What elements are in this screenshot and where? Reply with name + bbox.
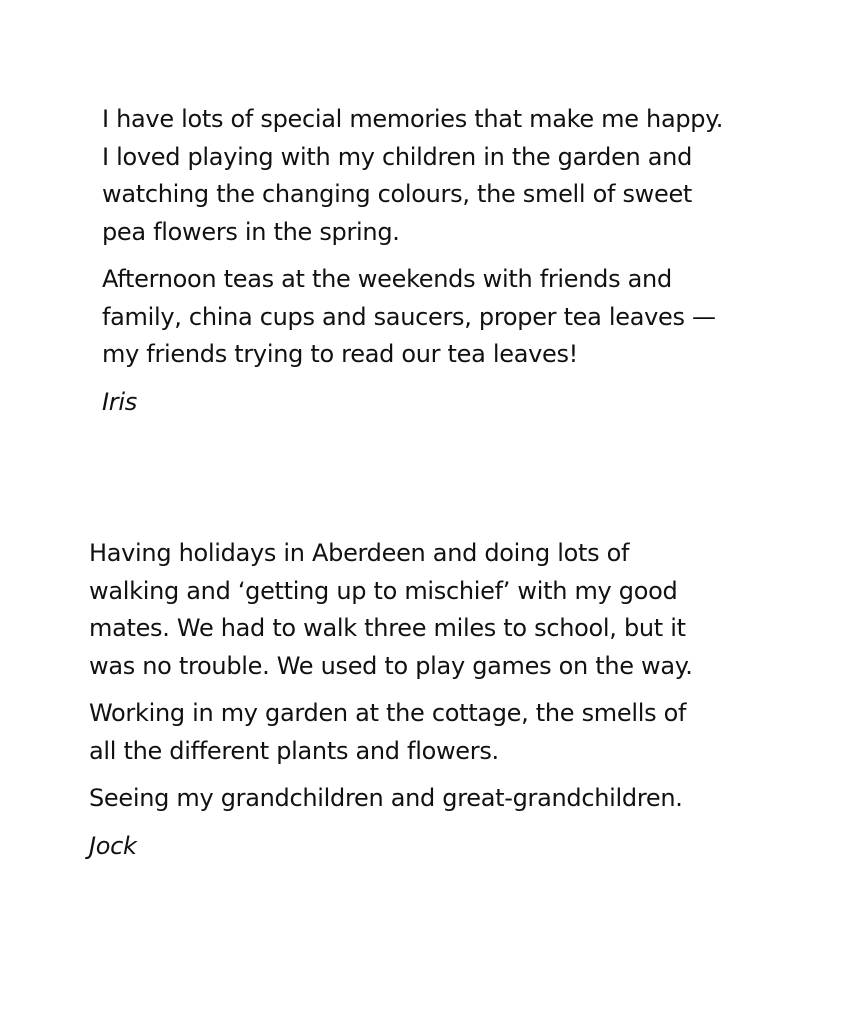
author-signature: Jock bbox=[89, 831, 137, 860]
memory-paragraph: Afternoon teas at the weekends with friends and family, china cups and saucers, proper tea leaves — my friends trying to read our tea leaves! bbox=[102, 265, 716, 368]
memory-block-iris bbox=[102, 101, 802, 421]
memory-paragraph: Seeing my grandchildren and great-grandchildren. bbox=[89, 784, 683, 812]
author-signature: Iris bbox=[102, 387, 137, 416]
memory-paragraph: Working in my garden at the cottage, the smells of all the different plants and flowers. bbox=[89, 699, 687, 765]
memory-block-jock bbox=[89, 535, 789, 865]
memory-paragraph: I have lots of special memories that make me happy. I loved playing with my children in the garden and watching the changing colours, the smell of sweet pea flowers in the spring. bbox=[102, 105, 724, 246]
memory-paragraph: Having holidays in Aberdeen and doing lots of walking and ‘getting up to mischief’ with my good mates. We had to walk three miles to school, but it was no trouble. We used to play games on the way. bbox=[89, 539, 693, 680]
